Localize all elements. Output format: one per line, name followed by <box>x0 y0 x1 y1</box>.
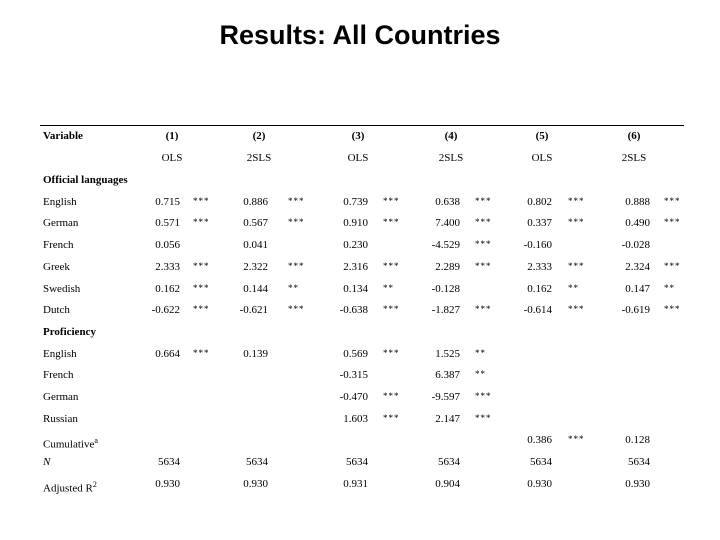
row-label-superscript: a <box>94 436 98 446</box>
table-cell-value: 0.664 <box>155 347 180 360</box>
significance-marker: *** <box>568 304 585 315</box>
row-label: English <box>43 347 77 360</box>
significance-marker: *** <box>193 347 210 358</box>
table-cell-value: 0.930 <box>625 477 650 490</box>
table-cell-value: 0.888 <box>625 195 650 208</box>
table-cell-value: 1.525 <box>435 347 460 360</box>
significance-marker: *** <box>383 347 400 358</box>
table-cell-value: 0.802 <box>527 195 552 208</box>
table-cell-value: 0.886 <box>243 195 268 208</box>
table-cell-value: 5634 <box>246 456 268 469</box>
significance-marker: *** <box>568 217 585 228</box>
significance-marker: *** <box>193 217 210 228</box>
table-cell-value: 0.931 <box>343 477 368 490</box>
table-cell-value: -0.028 <box>621 239 650 252</box>
table-cell-value: -4.529 <box>431 239 460 252</box>
table-cell-value: 0.041 <box>243 239 268 252</box>
table-cell-value: 2.147 <box>435 412 460 425</box>
significance-marker: ** <box>475 347 486 358</box>
table-cell-value: 0.386 <box>527 434 552 447</box>
table-cell-value: -0.470 <box>339 391 368 403</box>
table-cell-value: 0.739 <box>343 195 368 208</box>
row-label: Swedish <box>43 282 81 295</box>
table-cell-value: -0.315 <box>339 369 368 382</box>
table-cell-value: 0.930 <box>527 477 552 490</box>
row-label: English <box>43 195 77 208</box>
column-number-5: (5) <box>535 130 549 142</box>
table-cell-value: 0.571 <box>155 217 180 230</box>
row-label-superscript: 2 <box>92 479 97 489</box>
table-cell-value: 0.567 <box>243 217 268 230</box>
column-number-1: (1) <box>165 130 179 142</box>
table-cell-value: 0.490 <box>625 217 650 230</box>
column-method-2: 2SLS <box>246 152 272 164</box>
column-number-6: (6) <box>627 130 641 142</box>
table-cell-value: 2.289 <box>435 260 460 273</box>
section-title: Proficiency <box>43 325 96 338</box>
column-method-3: OLS <box>347 152 369 164</box>
section-title: Official languages <box>43 174 128 186</box>
row-label: Dutch <box>43 304 70 317</box>
column-method-1: OLS <box>161 152 183 164</box>
significance-marker: *** <box>193 304 210 315</box>
significance-marker: *** <box>193 195 210 206</box>
table-cell-value: 2.322 <box>243 260 268 273</box>
table-cell-value: -9.597 <box>431 391 460 403</box>
significance-marker: *** <box>475 260 492 271</box>
significance-marker: *** <box>568 195 585 206</box>
table-cell-value: 0.930 <box>243 477 268 490</box>
table-cell-value: 0.162 <box>155 282 180 295</box>
significance-marker: ** <box>288 282 299 293</box>
table-cell-value: 0.162 <box>527 282 552 295</box>
column-number-4: (4) <box>444 130 458 142</box>
significance-marker: *** <box>475 217 492 228</box>
table-cell-value: 2.316 <box>343 260 368 273</box>
significance-marker: ** <box>383 282 394 293</box>
significance-marker: *** <box>568 434 585 445</box>
table-cell-value: 2.324 <box>625 260 650 273</box>
page-title: Results: All Countries <box>219 20 501 50</box>
significance-marker: *** <box>383 412 400 423</box>
row-label: French <box>43 239 74 252</box>
table-cell-value: -0.160 <box>523 239 552 252</box>
table-cell-value: 0.056 <box>155 239 180 252</box>
table-cell-value: 5634 <box>346 456 368 469</box>
table-cell-value: -0.614 <box>523 304 552 317</box>
row-label: Russian <box>43 412 78 425</box>
significance-marker: *** <box>664 217 681 228</box>
significance-marker: *** <box>568 260 585 271</box>
significance-marker: *** <box>475 239 492 250</box>
table-cell-value: 1.603 <box>343 412 368 425</box>
table-cell-value: 0.638 <box>435 195 460 208</box>
significance-marker: *** <box>288 304 305 315</box>
table-cell-value: -0.622 <box>151 304 180 317</box>
table-cell-value: 5634 <box>628 456 650 469</box>
significance-marker: *** <box>475 195 492 206</box>
table-cell-value: 0.144 <box>243 282 268 295</box>
row-label: Adjusted $R^2$ <box>43 479 97 495</box>
significance-marker: *** <box>383 195 400 206</box>
column-number-3: (3) <box>351 130 365 142</box>
significance-marker: ** <box>475 369 486 380</box>
table-cell-value: -0.619 <box>621 304 650 317</box>
significance-marker: *** <box>383 217 400 228</box>
significance-marker: ** <box>664 282 675 293</box>
row-label: German <box>43 391 79 403</box>
significance-marker: *** <box>193 282 210 293</box>
table-cell-value: 0.128 <box>625 434 650 447</box>
significance-marker: *** <box>383 304 400 315</box>
table-cell-value: 5634 <box>530 456 552 469</box>
significance-marker: *** <box>475 304 492 315</box>
table-cell-value: 5634 <box>438 456 460 469</box>
row-label: German <box>43 217 79 230</box>
table-top-rule <box>40 125 684 126</box>
column-method-6: 2SLS <box>621 152 647 164</box>
row-label: N <box>43 456 51 469</box>
table-cell-value: 0.569 <box>343 347 368 360</box>
table-cell-value: 0.715 <box>155 195 180 208</box>
significance-marker: *** <box>383 260 400 271</box>
table-cell-value: 2.333 <box>527 260 552 273</box>
row-label: Cumulative$^a$ <box>43 436 98 452</box>
table-cell-value: -0.621 <box>239 304 268 317</box>
table-cell-value: -1.827 <box>431 304 460 317</box>
significance-marker: *** <box>288 217 305 228</box>
table-cell-value: 0.904 <box>435 477 460 490</box>
significance-marker: *** <box>664 304 681 315</box>
significance-marker: *** <box>288 195 305 206</box>
table-cell-value: -0.128 <box>431 282 460 295</box>
significance-marker: *** <box>475 412 492 423</box>
table-cell-value: 7.400 <box>435 217 460 230</box>
significance-marker: *** <box>664 260 681 271</box>
significance-marker: *** <box>288 260 305 271</box>
table-cell-value: 2.333 <box>155 260 180 273</box>
table-cell-value: 0.139 <box>243 347 268 360</box>
significance-marker: *** <box>193 260 210 271</box>
table-cell-value: 0.230 <box>343 239 368 252</box>
significance-marker: ** <box>568 282 579 293</box>
column-number-2: (2) <box>252 130 266 142</box>
table-cell-value: 0.337 <box>527 217 552 230</box>
table-cell-value: -0.638 <box>339 304 368 317</box>
column-method-5: OLS <box>531 152 553 164</box>
table-cell-value: 6.387 <box>435 369 460 382</box>
row-label: Greek <box>43 260 70 273</box>
row-label: French <box>43 369 74 382</box>
column-method-4: 2SLS <box>438 152 464 164</box>
significance-marker: *** <box>664 195 681 206</box>
table-cell-value: 0.930 <box>155 477 180 490</box>
significance-marker: *** <box>383 391 400 401</box>
table-cell-value: 5634 <box>158 456 180 469</box>
significance-marker: *** <box>475 391 492 401</box>
table-cell-value: 0.134 <box>343 282 368 295</box>
table-cell-value: 0.910 <box>343 217 368 230</box>
table-cell-value: 0.147 <box>625 282 650 295</box>
variable-header: Variable <box>43 130 83 142</box>
